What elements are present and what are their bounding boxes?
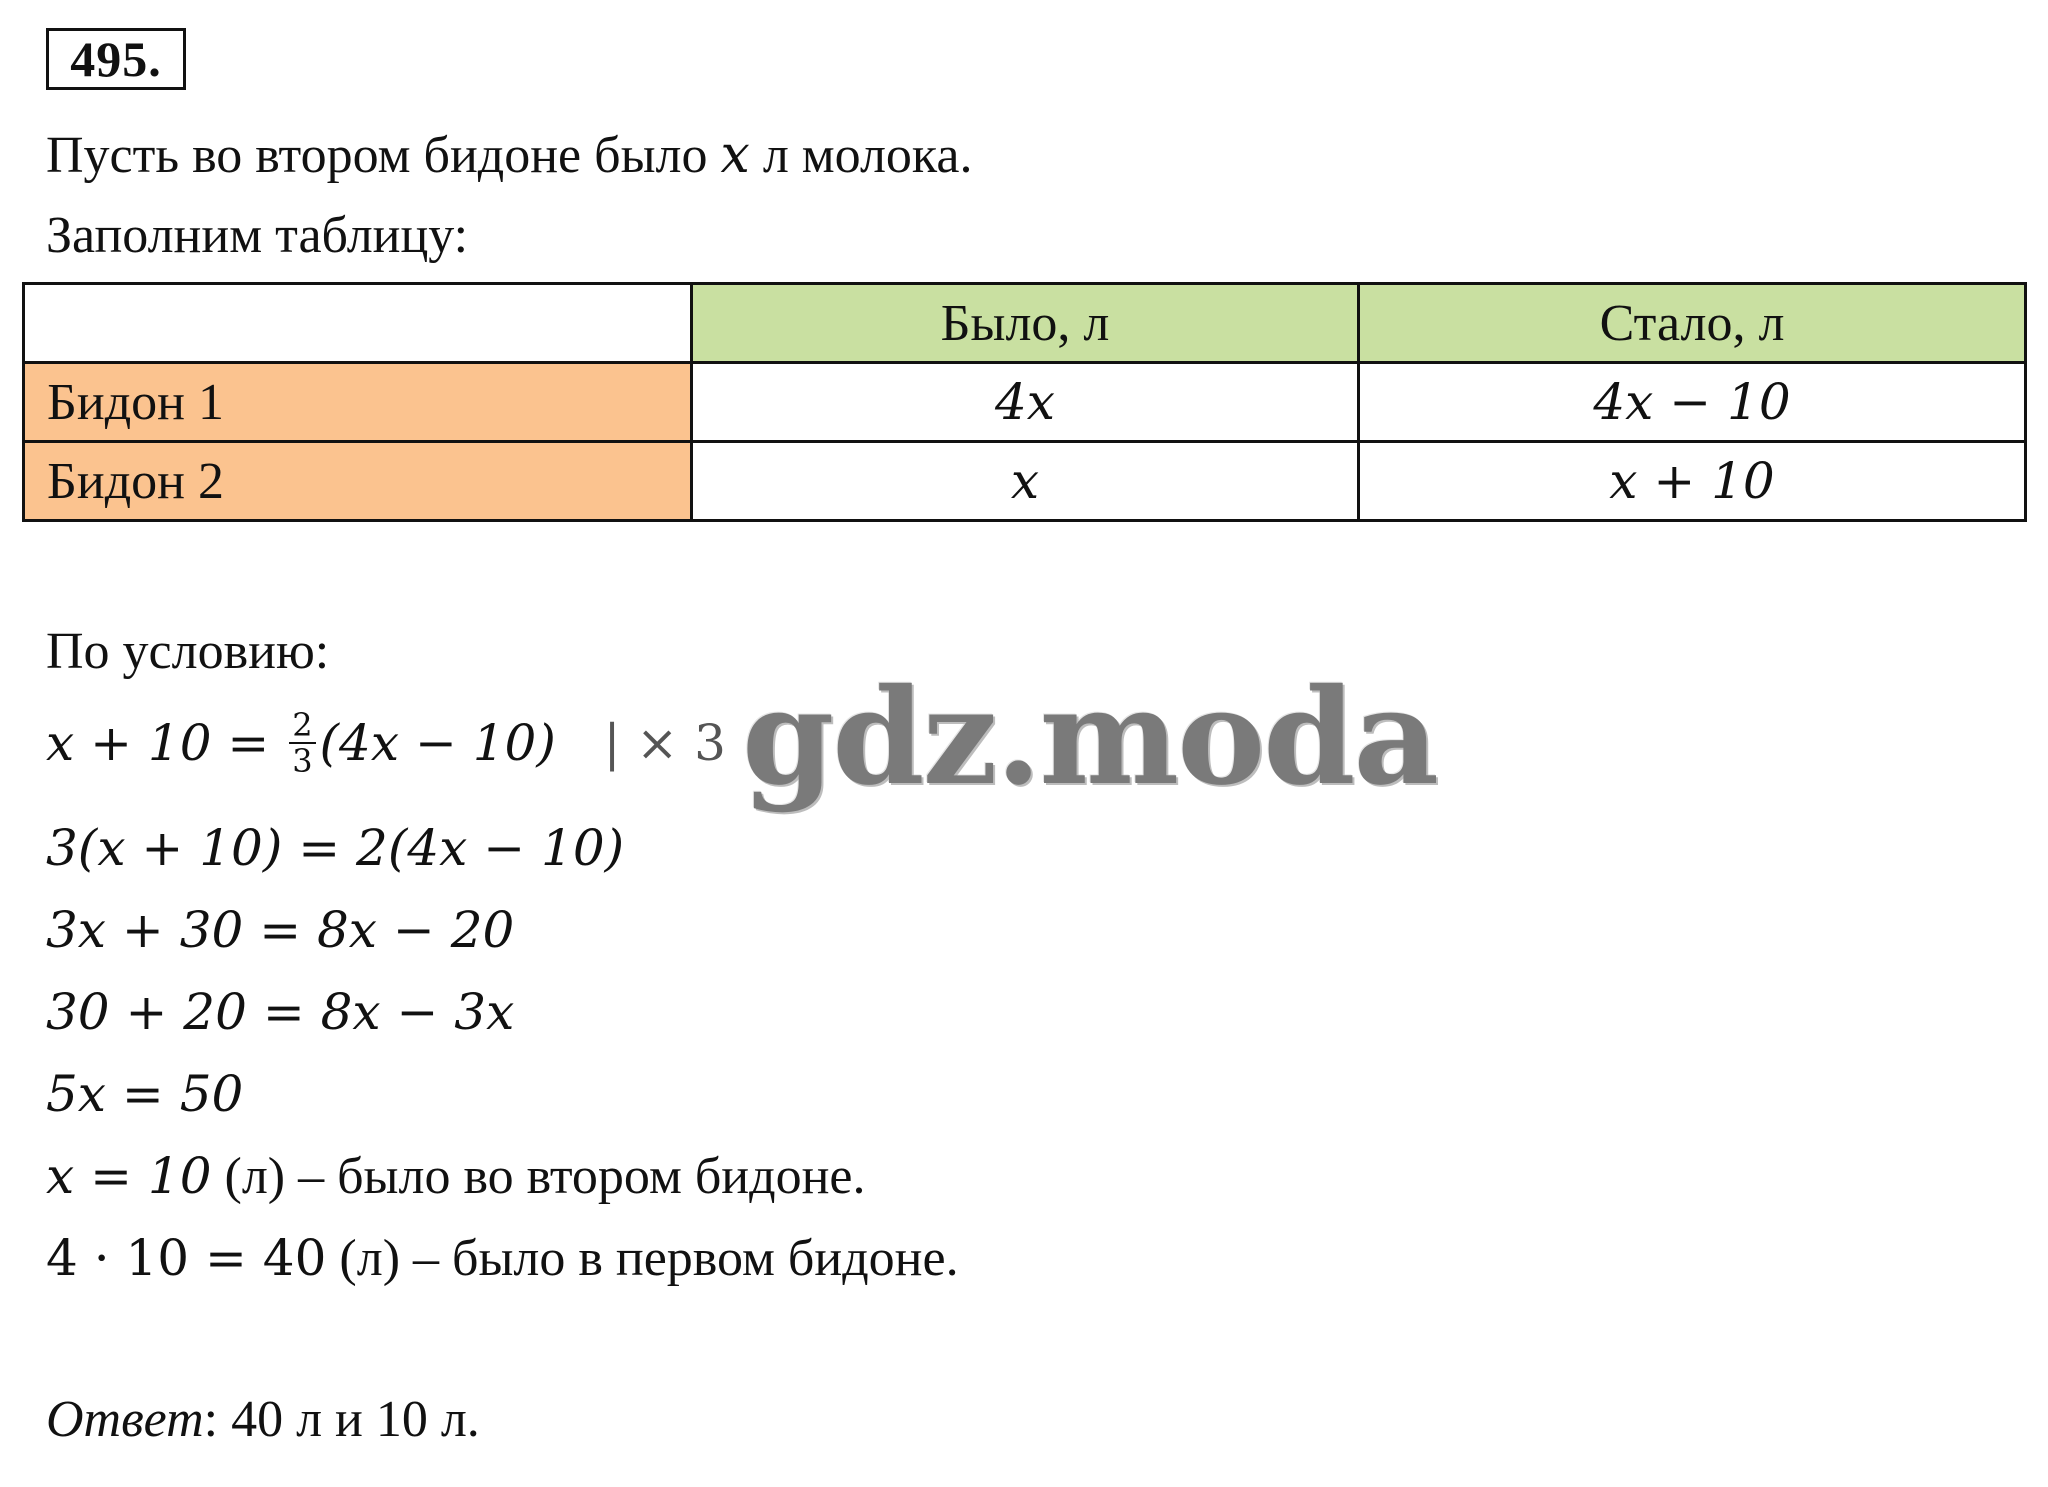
equation-step: 30 + 20 = 8x − 3x [46,983,515,1041]
fraction-numerator: 2 [289,708,315,744]
table-row-label: Бидон 2 [24,442,692,521]
equation-1-multiplier: | × 3 [603,714,726,772]
table-header-row [24,284,2026,363]
answer-line [46,1390,480,1450]
intro-variable: x [720,125,750,185]
table-header-empty [24,284,692,363]
equation-1-right: (4x − 10) [319,714,556,772]
table-cell-became: x + 10 [1359,442,2026,521]
result-1-text: (л) – было во втором бидоне. [211,1148,866,1205]
intro-text-after: л молока. [749,127,973,184]
fraction-denominator: 3 [292,742,313,780]
answer-label: Ответ [46,1391,204,1448]
equation-1-left: x + 10 = [46,714,286,772]
table-cell-was: 4x [692,363,1359,442]
intro-line-2: Заполним таблицу: [46,207,469,264]
fraction [289,708,315,778]
result-2-math: 4 · 10 = 40 [46,1229,327,1287]
equation-step: 3x + 30 = 8x − 20 [46,901,515,959]
equation-1 [46,706,726,782]
result-line-1 [46,1146,866,1207]
answer-text: : 40 л и 10 л. [203,1391,480,1448]
table-cell-became: 4x − 10 [1359,363,2026,442]
watermark-logo: gdz.moda [742,660,1438,815]
table-header-was: Было, л [692,284,1359,363]
table-row-label: Бидон 1 [24,363,692,442]
result-1-math: x = 10 [46,1147,212,1205]
problem-number: 495. [46,28,186,90]
result-2-text: (л) – было в первом бидоне. [326,1230,959,1287]
table-header-became: Стало, л [1359,284,2026,363]
table-row [24,363,2026,442]
equation-step: 5x = 50 [46,1065,244,1123]
intro-text-before: Пусть во втором бидоне было [46,127,721,184]
data-table [22,282,2027,522]
intro-line-1 [46,125,973,186]
table-row [24,442,2026,521]
equation-step: 3(x + 10) = 2(4x − 10) [46,819,625,877]
table-cell-was: x [692,442,1359,521]
result-line-2 [46,1228,959,1289]
condition-label: По условию: [46,623,330,680]
